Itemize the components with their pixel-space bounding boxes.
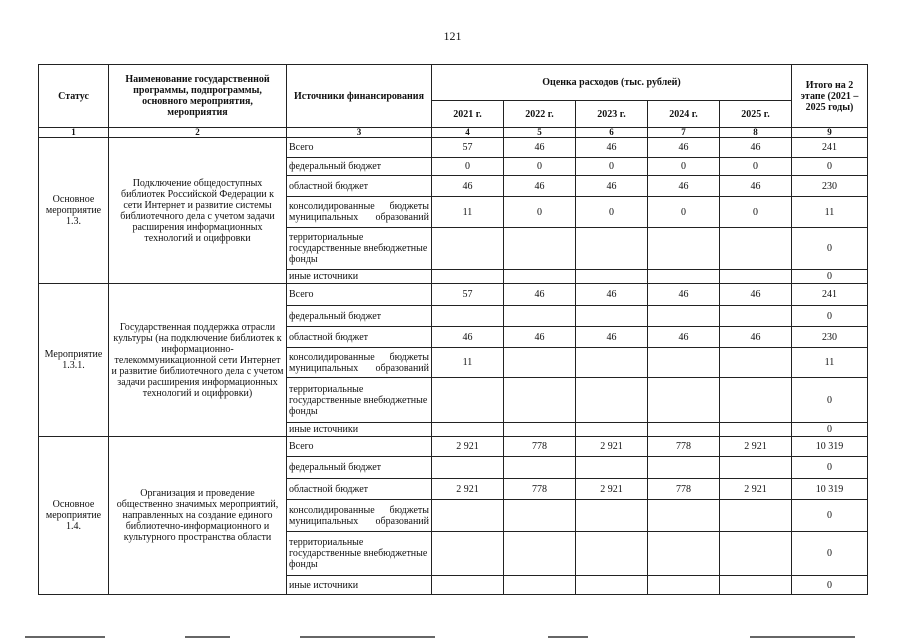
year-value-cell <box>504 576 576 595</box>
header-total: Итого на 2 этапе (2021 – 2025 годы) <box>792 65 868 128</box>
year-value-cell <box>432 306 504 327</box>
scan-edge <box>185 636 230 638</box>
year-value-cell <box>432 532 504 576</box>
year-value-cell: 46 <box>432 327 504 348</box>
stage-total-cell: 230 <box>792 176 868 197</box>
funding-source: областной бюджет <box>287 479 432 500</box>
funding-source: территориальные государственные внебюджетные фонды <box>287 228 432 270</box>
header-year: 2021 г. <box>432 101 504 128</box>
program-name: Подключение общедоступных библиотек Российской Федерации к сети Интернет и развитие системы библиотечного дела с учетом задачи расширения информационных технологий и оцифровки <box>109 138 287 284</box>
stage-total-cell: 10 319 <box>792 437 868 457</box>
funding-source: федеральный бюджет <box>287 457 432 479</box>
column-index: 8 <box>720 128 792 138</box>
year-value-cell <box>720 378 792 423</box>
funding-source: консолидированные бюджеты муниципальных образований <box>287 500 432 532</box>
header-estimate: Оценка расходов (тыс. рублей) <box>432 65 792 101</box>
year-value-cell: 46 <box>648 284 720 306</box>
header-year: 2025 г. <box>720 101 792 128</box>
year-value-cell: 46 <box>504 138 576 158</box>
year-value-cell <box>720 532 792 576</box>
stage-total-cell: 0 <box>792 378 868 423</box>
year-value-cell <box>432 457 504 479</box>
scan-edge <box>300 636 435 638</box>
year-value-cell <box>648 423 720 437</box>
funding-source: Всего <box>287 437 432 457</box>
year-value-cell: 46 <box>576 284 648 306</box>
table-row <box>39 138 868 158</box>
year-value-cell: 11 <box>432 197 504 228</box>
scan-edge <box>548 636 588 638</box>
funding-source: Всего <box>287 138 432 158</box>
stage-total-cell: 0 <box>792 423 868 437</box>
year-value-cell <box>504 532 576 576</box>
header-sources: Источники финансирования <box>287 65 432 128</box>
year-value-cell <box>504 500 576 532</box>
program-status: Основное мероприятие 1.4. <box>39 437 109 595</box>
year-value-cell: 0 <box>576 197 648 228</box>
year-value-cell <box>432 270 504 284</box>
year-value-cell: 46 <box>576 327 648 348</box>
program-name: Государственная поддержка отрасли культуры (на подключение библиотек к информационно-телекоммуникационной сети Интернет и развитие библиотечного дела с учетом задачи расширения информационных технологий и оцифровки) <box>109 284 287 437</box>
year-value-cell <box>648 348 720 378</box>
year-value-cell <box>720 228 792 270</box>
column-index-row <box>39 128 868 138</box>
year-value-cell <box>576 348 648 378</box>
year-value-cell: 46 <box>504 327 576 348</box>
table-row <box>39 437 868 457</box>
year-value-cell <box>648 576 720 595</box>
program-name: Организация и проведение общественно значимых мероприятий, направленных на создание единого библиотечно-информационного и культурного пространства области <box>109 437 287 595</box>
year-value-cell <box>576 423 648 437</box>
header-year: 2024 г. <box>648 101 720 128</box>
year-value-cell: 2 921 <box>576 479 648 500</box>
year-value-cell: 46 <box>432 176 504 197</box>
stage-total-cell: 0 <box>792 270 868 284</box>
year-value-cell: 0 <box>504 197 576 228</box>
header-year: 2022 г. <box>504 101 576 128</box>
stage-total-cell: 0 <box>792 576 868 595</box>
year-value-cell: 11 <box>432 348 504 378</box>
header-name: Наименование государственной программы, подпрограммы, основного мероприятия, мероприятия <box>109 65 287 128</box>
year-value-cell <box>504 228 576 270</box>
year-value-cell: 2 921 <box>720 437 792 457</box>
year-value-cell <box>504 306 576 327</box>
funding-source: иные источники <box>287 423 432 437</box>
stage-total-cell: 0 <box>792 228 868 270</box>
year-value-cell <box>720 576 792 595</box>
year-value-cell <box>720 348 792 378</box>
year-value-cell: 0 <box>648 158 720 176</box>
year-value-cell: 778 <box>504 479 576 500</box>
year-value-cell: 2 921 <box>432 437 504 457</box>
column-index: 7 <box>648 128 720 138</box>
year-value-cell: 46 <box>720 138 792 158</box>
year-value-cell <box>648 270 720 284</box>
stage-total-cell: 0 <box>792 500 868 532</box>
page-number: 121 <box>443 29 462 43</box>
year-value-cell: 46 <box>720 327 792 348</box>
stage-total-cell: 0 <box>792 158 868 176</box>
year-value-cell <box>648 228 720 270</box>
year-value-cell: 2 921 <box>720 479 792 500</box>
year-value-cell <box>720 457 792 479</box>
year-value-cell <box>720 270 792 284</box>
year-value-cell <box>432 378 504 423</box>
header-status: Статус <box>39 65 109 128</box>
funding-source: областной бюджет <box>287 176 432 197</box>
year-value-cell: 46 <box>648 138 720 158</box>
year-value-cell: 46 <box>576 176 648 197</box>
funding-source: областной бюджет <box>287 327 432 348</box>
year-value-cell <box>720 423 792 437</box>
year-value-cell <box>576 270 648 284</box>
year-value-cell <box>504 348 576 378</box>
funding-source: иные источники <box>287 270 432 284</box>
table-body <box>39 138 868 595</box>
year-value-cell: 0 <box>504 158 576 176</box>
table-row <box>39 284 868 306</box>
year-value-cell <box>576 378 648 423</box>
year-value-cell <box>720 306 792 327</box>
stage-total-cell: 241 <box>792 284 868 306</box>
funding-source: иные источники <box>287 576 432 595</box>
stage-total-cell: 10 319 <box>792 479 868 500</box>
year-value-cell: 778 <box>504 437 576 457</box>
year-value-cell <box>648 457 720 479</box>
year-value-cell: 46 <box>648 327 720 348</box>
year-value-cell: 2 921 <box>576 437 648 457</box>
column-index: 4 <box>432 128 504 138</box>
program-status: Мероприятие 1.3.1. <box>39 284 109 437</box>
year-value-cell <box>648 306 720 327</box>
funding-source: территориальные государственные внебюджетные фонды <box>287 378 432 423</box>
stage-total-cell: 11 <box>792 197 868 228</box>
budget-table <box>38 64 868 595</box>
year-value-cell: 57 <box>432 284 504 306</box>
funding-source: территориальные государственные внебюджетные фонды <box>287 532 432 576</box>
year-value-cell: 46 <box>576 138 648 158</box>
program-status: Основное мероприятие 1.3. <box>39 138 109 284</box>
year-value-cell <box>504 457 576 479</box>
stage-total-cell: 11 <box>792 348 868 378</box>
stage-total-cell: 241 <box>792 138 868 158</box>
year-value-cell <box>576 576 648 595</box>
year-value-cell <box>648 532 720 576</box>
year-value-cell: 0 <box>648 197 720 228</box>
year-value-cell <box>432 228 504 270</box>
header-year: 2023 г. <box>576 101 648 128</box>
column-index: 2 <box>109 128 287 138</box>
year-value-cell: 0 <box>720 197 792 228</box>
funding-source: консолидированные бюджеты муниципальных образований <box>287 197 432 228</box>
stage-total-cell: 0 <box>792 306 868 327</box>
year-value-cell <box>432 423 504 437</box>
year-value-cell <box>648 500 720 532</box>
year-value-cell: 0 <box>432 158 504 176</box>
funding-source: Всего <box>287 284 432 306</box>
funding-source: федеральный бюджет <box>287 306 432 327</box>
year-value-cell: 2 921 <box>432 479 504 500</box>
stage-total-cell: 0 <box>792 457 868 479</box>
year-value-cell <box>576 306 648 327</box>
year-value-cell: 46 <box>504 284 576 306</box>
scan-edge <box>25 636 105 638</box>
column-index: 5 <box>504 128 576 138</box>
funding-source: консолидированные бюджеты муниципальных образований <box>287 348 432 378</box>
year-value-cell <box>648 378 720 423</box>
year-value-cell: 46 <box>648 176 720 197</box>
column-index: 1 <box>39 128 109 138</box>
year-value-cell: 778 <box>648 479 720 500</box>
year-value-cell <box>504 378 576 423</box>
stage-total-cell: 230 <box>792 327 868 348</box>
year-value-cell: 46 <box>504 176 576 197</box>
year-value-cell <box>576 457 648 479</box>
year-value-cell <box>504 423 576 437</box>
year-value-cell <box>504 270 576 284</box>
year-value-cell: 0 <box>720 158 792 176</box>
year-value-cell: 57 <box>432 138 504 158</box>
year-value-cell <box>576 228 648 270</box>
year-value-cell <box>576 500 648 532</box>
scan-edge <box>750 636 855 638</box>
column-index: 9 <box>792 128 868 138</box>
year-value-cell: 0 <box>576 158 648 176</box>
year-value-cell <box>720 500 792 532</box>
year-value-cell: 778 <box>648 437 720 457</box>
column-index: 6 <box>576 128 648 138</box>
year-value-cell: 46 <box>720 284 792 306</box>
column-index: 3 <box>287 128 432 138</box>
year-value-cell <box>576 532 648 576</box>
stage-total-cell: 0 <box>792 532 868 576</box>
year-value-cell: 46 <box>720 176 792 197</box>
year-value-cell <box>432 576 504 595</box>
funding-source: федеральный бюджет <box>287 158 432 176</box>
year-value-cell <box>432 500 504 532</box>
